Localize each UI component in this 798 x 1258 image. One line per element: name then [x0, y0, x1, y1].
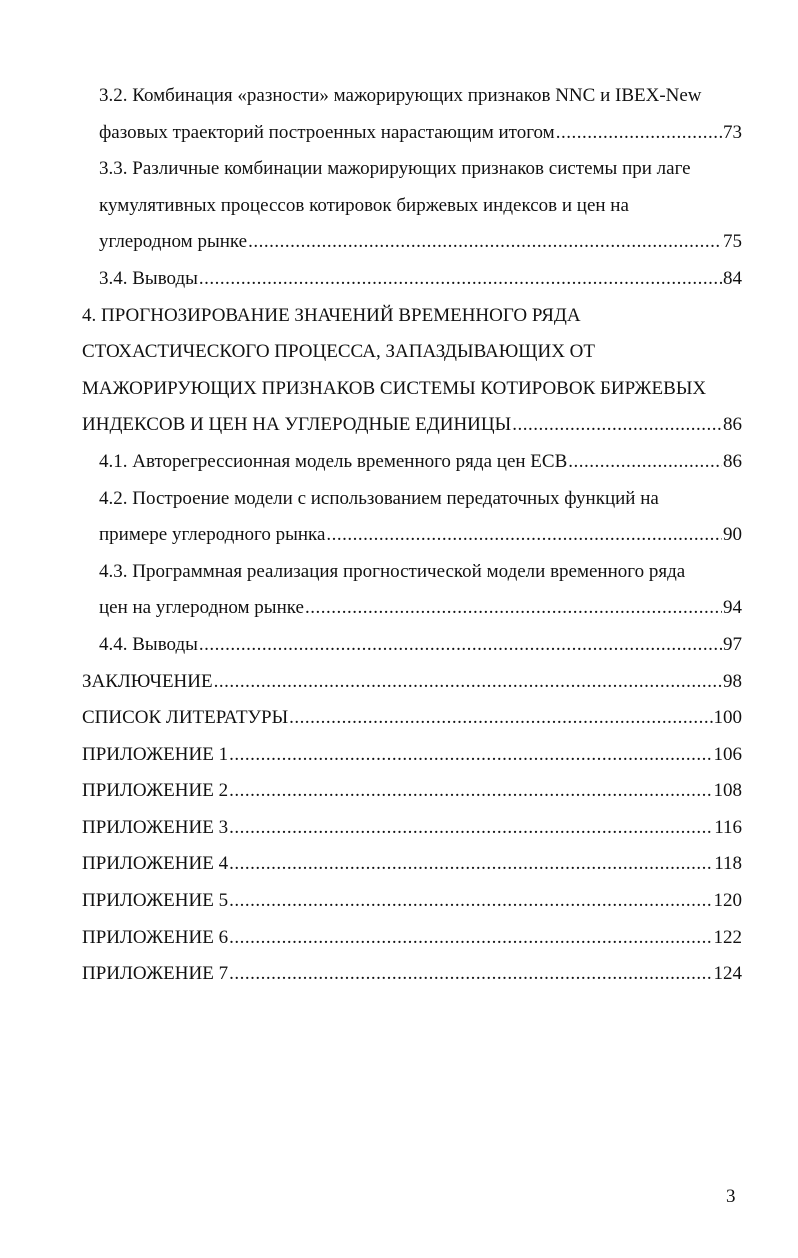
- leader-dots: [229, 956, 712, 993]
- toc-page-number: 75: [723, 231, 742, 253]
- toc-page-number: 97: [723, 633, 742, 655]
- toc-page-number: 116: [714, 816, 742, 838]
- toc-entry-text: примере углеродного рынка: [99, 524, 326, 546]
- toc-entry-4-2-line-1: [82, 481, 742, 518]
- toc-page-number: 73: [723, 121, 742, 143]
- toc-entry-text: кумулятивных процессов котировок биржевых индексов и цен на: [99, 194, 629, 216]
- toc-chapter-4-line-3: [82, 371, 742, 408]
- toc-entry-text: ЗАКЛЮЧЕНИЕ: [82, 670, 213, 692]
- toc-page-number: 94: [723, 597, 742, 619]
- toc-entry-3-3-line-2: [82, 188, 742, 225]
- toc-entry-text: углеродном рынке: [99, 231, 248, 253]
- toc-page-number: 124: [713, 963, 742, 985]
- toc-entry-text: ПРИЛОЖЕНИЕ 1: [82, 743, 229, 765]
- toc-entry-3-2-line-1: [82, 78, 742, 115]
- leader-dots: [199, 261, 722, 298]
- toc-page-number: 118: [714, 853, 742, 875]
- toc-entry-text: 3.2. Комбинация «разности» мажорирующих признаков NNC и IBEX-New: [99, 85, 702, 106]
- toc-entry-text: цен на углеродном рынке: [99, 597, 304, 619]
- toc-page-number: 120: [713, 890, 742, 912]
- toc-entry-appendix-5[interactable]: [82, 883, 742, 920]
- toc-entry-text: фазовых траекторий построенных нарастающим итогом: [99, 121, 555, 143]
- toc-entry-appendix-2[interactable]: [82, 773, 742, 810]
- leader-dots: [326, 517, 722, 554]
- toc-entry-4-3-line-1: [82, 554, 742, 591]
- toc-entry-3-3-line-3[interactable]: [82, 224, 742, 261]
- leader-dots: [305, 590, 722, 627]
- toc-page-number: 122: [713, 926, 742, 948]
- toc-entry-appendix-6[interactable]: [82, 920, 742, 957]
- leader-dots: [229, 773, 712, 810]
- leader-dots: [229, 883, 712, 920]
- leader-dots: [568, 444, 722, 481]
- toc-entry-text: ПРИЛОЖЕНИЕ 2: [82, 780, 229, 802]
- toc-entry-text: ПРИЛОЖЕНИЕ 3: [82, 816, 229, 838]
- toc-entry-references[interactable]: [82, 700, 742, 737]
- table-of-contents: [82, 78, 742, 993]
- leader-dots: [512, 407, 722, 444]
- toc-entry-text: 4. ПРОГНОЗИРОВАНИЕ ЗНАЧЕНИЙ ВРЕМЕННОГО РЯДА: [82, 304, 581, 326]
- toc-entry-appendix-4[interactable]: [82, 846, 742, 883]
- toc-chapter-4-line-4[interactable]: [82, 407, 742, 444]
- toc-entry-text: СТОХАСТИЧЕСКОГО ПРОЦЕССА, ЗАПАЗДЫВАЮЩИХ ОТ: [82, 341, 595, 363]
- toc-chapter-4-line-2: [82, 334, 742, 371]
- toc-entry-text: 4.4. Выводы: [99, 633, 198, 655]
- leader-dots: [556, 115, 722, 152]
- toc-page-number: 98: [723, 670, 742, 692]
- toc-entry-text: ПРИЛОЖЕНИЕ 5: [82, 890, 229, 912]
- toc-entry-text: 4.2. Построение модели с использованием передаточных функций на: [99, 487, 659, 509]
- toc-page-number: 90: [723, 524, 742, 546]
- toc-page-number: 106: [713, 743, 742, 765]
- toc-entry-text: 3.4. Выводы: [99, 267, 198, 289]
- toc-entry-appendix-7[interactable]: [82, 956, 742, 993]
- leader-dots: [289, 700, 712, 737]
- leader-dots: [229, 737, 712, 774]
- leader-dots: [248, 224, 722, 261]
- toc-page-number: 84: [723, 267, 742, 289]
- toc-entry-3-2-line-2[interactable]: [82, 115, 742, 152]
- toc-entry-text: ПРИЛОЖЕНИЕ 4: [82, 853, 229, 875]
- toc-entry-text: МАЖОРИРУЮЩИХ ПРИЗНАКОВ СИСТЕМЫ КОТИРОВОК БИРЖЕВЫХ: [82, 377, 707, 399]
- toc-entry-4-3-line-2[interactable]: [82, 590, 742, 627]
- toc-entry-3-3-line-1: [82, 151, 742, 188]
- leader-dots: [229, 810, 713, 847]
- leader-dots: [199, 627, 722, 664]
- toc-page-number: 86: [723, 450, 742, 472]
- toc-entry-text: ИНДЕКСОВ И ЦЕН НА УГЛЕРОДНЫЕ ЕДИНИЦЫ: [82, 414, 512, 436]
- page-number: 3: [726, 1186, 736, 1207]
- toc-page-number: 100: [713, 707, 742, 729]
- leader-dots: [214, 664, 722, 701]
- toc-entry-4-4[interactable]: [82, 627, 742, 664]
- toc-entry-4-2-line-2[interactable]: [82, 517, 742, 554]
- toc-entry-text: ПРИЛОЖЕНИЕ 6: [82, 926, 229, 948]
- leader-dots: [229, 920, 712, 957]
- toc-chapter-4-line-1: [82, 298, 742, 335]
- toc-page-number: 86: [723, 414, 742, 436]
- toc-entry-3-4[interactable]: [82, 261, 742, 298]
- toc-entry-4-1[interactable]: [82, 444, 742, 481]
- toc-entry-text: 3.3. Различные комбинации мажорирующих признаков системы при лаге: [99, 158, 691, 180]
- toc-entry-appendix-3[interactable]: [82, 810, 742, 847]
- toc-entry-text: 4.3. Программная реализация прогностической модели временного ряда: [99, 560, 686, 582]
- toc-entry-appendix-1[interactable]: [82, 737, 742, 774]
- leader-dots: [229, 846, 713, 883]
- toc-entry-text: ПРИЛОЖЕНИЕ 7: [82, 963, 229, 985]
- toc-entry-text: 4.1. Авторегрессионная модель временного ряда цен ECB: [99, 450, 568, 472]
- toc-entry-text: СПИСОК ЛИТЕРАТУРЫ: [82, 707, 289, 729]
- toc-entry-conclusion[interactable]: [82, 664, 742, 701]
- toc-page-number: 108: [713, 780, 742, 802]
